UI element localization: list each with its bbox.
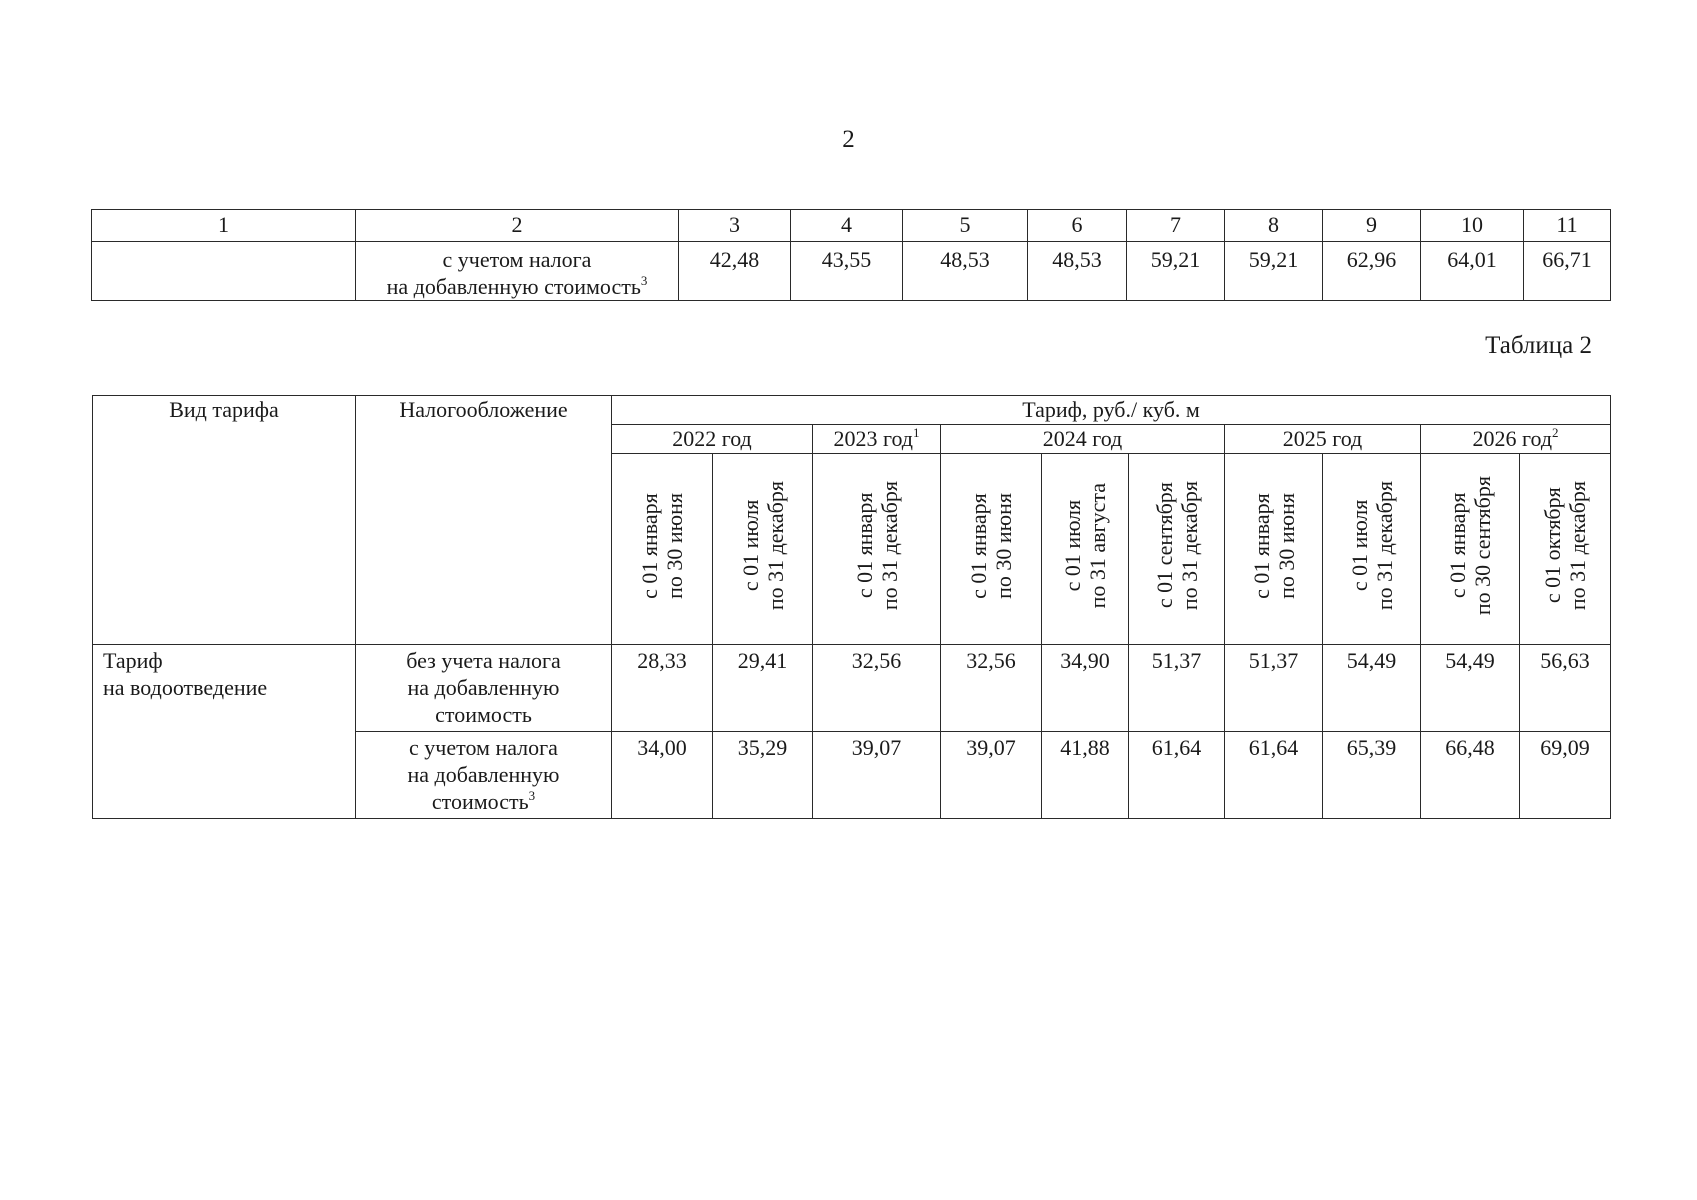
tariff-value: 34,90: [1042, 645, 1129, 732]
tariff-value: 66,48: [1421, 732, 1520, 819]
column-number: 9: [1323, 210, 1421, 242]
page-number: 2: [842, 126, 855, 153]
tariff-value: 56,63: [1520, 645, 1611, 732]
period-header: с 01 января по 30 июня: [1225, 454, 1323, 645]
taxation-header: Налогообложение: [356, 396, 612, 645]
tariff-value: 61,64: [1129, 732, 1225, 819]
tariff-value: 69,09: [1520, 732, 1611, 819]
tariff-value: 35,29: [713, 732, 813, 819]
tariff-value: 59,21: [1225, 242, 1323, 301]
period-header: с 01 октября по 31 декабря: [1520, 454, 1611, 645]
tariff-value: 43,55: [791, 242, 903, 301]
tariff-value: 66,71: [1524, 242, 1611, 301]
tariff-value: 48,53: [1028, 242, 1127, 301]
tariff-value: 42,48: [679, 242, 791, 301]
tariff-value: 51,37: [1225, 645, 1323, 732]
footnote-mark: 1: [913, 425, 920, 440]
year-header: 2024 год: [941, 425, 1225, 454]
column-number: 6: [1028, 210, 1127, 242]
tariff-value: 41,88: [1042, 732, 1129, 819]
taxation-line: на добавленную стоимость$^3$: [386, 273, 648, 299]
year-header: 2025 год: [1225, 425, 1421, 454]
tariff-value: 65,39: [1323, 732, 1421, 819]
tariff-value: 34,00: [612, 732, 713, 819]
period-header: с 01 января по 30 июня: [941, 454, 1042, 645]
year-header: 2023 год$^1$: [813, 425, 941, 454]
tariff-value: 64,01: [1421, 242, 1524, 301]
column-number: 1: [92, 210, 356, 242]
tariff-value: 28,33: [612, 645, 713, 732]
year-header: 2026 год$^2$: [1421, 425, 1611, 454]
period-header: с 01 июля по 31 декабря: [713, 454, 813, 645]
taxation-line: с учетом налога: [442, 247, 592, 272]
tariff-value: 48,53: [903, 242, 1028, 301]
period-header: с 01 января по 31 декабря: [813, 454, 941, 645]
footnote-mark: 2: [1552, 425, 1559, 440]
footnote-mark: 3: [528, 788, 536, 803]
tariff-value: 39,07: [813, 732, 941, 819]
table-row: [92, 242, 1611, 301]
column-number: 10: [1421, 210, 1524, 242]
table-2-header-row: [93, 396, 1611, 425]
column-number: 4: [791, 210, 903, 242]
table-2: [92, 395, 1611, 819]
column-number: 8: [1225, 210, 1323, 242]
period-header: с 01 сентября по 31 декабря: [1129, 454, 1225, 645]
table-1-header-row: [92, 210, 1611, 242]
tariff-value: 54,49: [1421, 645, 1520, 732]
tariff-type-cell: Тариф на водоотведение: [93, 645, 356, 819]
period-header: с 01 июля по 31 августа: [1042, 454, 1129, 645]
taxation-cell: [356, 242, 679, 301]
table-1-continuation: [91, 209, 1611, 301]
period-header: с 01 июля по 31 декабря: [1323, 454, 1421, 645]
column-number: 3: [679, 210, 791, 242]
tariff-value: 32,56: [813, 645, 941, 732]
period-header: с 01 января по 30 сентября: [1421, 454, 1520, 645]
tariff-value: 29,41: [713, 645, 813, 732]
tariff-value: 61,64: [1225, 732, 1323, 819]
table-row: [93, 645, 1611, 732]
column-number: 11: [1524, 210, 1611, 242]
tariff-value: 39,07: [941, 732, 1042, 819]
column-number: 2: [356, 210, 679, 242]
year-header: 2022 год: [612, 425, 813, 454]
column-number: 5: [903, 210, 1028, 242]
tariff-value: 59,21: [1127, 242, 1225, 301]
taxation-cell: с учетом налога на добавленную стоимость$^3$: [356, 732, 612, 819]
column-number: 7: [1127, 210, 1225, 242]
footnote-mark: 3: [640, 273, 648, 288]
tariff-value: 32,56: [941, 645, 1042, 732]
table-label: Таблица 2: [1485, 332, 1592, 359]
tariff-value: 54,49: [1323, 645, 1421, 732]
period-header: с 01 января по 30 июня: [612, 454, 713, 645]
tariff-type-header: Вид тарифа: [93, 396, 356, 645]
tariff-value: 51,37: [1129, 645, 1225, 732]
tariff-value: 62,96: [1323, 242, 1421, 301]
tariff-type-cell: [92, 242, 356, 301]
tariff-header: Тариф, руб./ куб. м: [612, 396, 1611, 425]
taxation-cell: без учета налога на добавленную стоимость: [356, 645, 612, 732]
